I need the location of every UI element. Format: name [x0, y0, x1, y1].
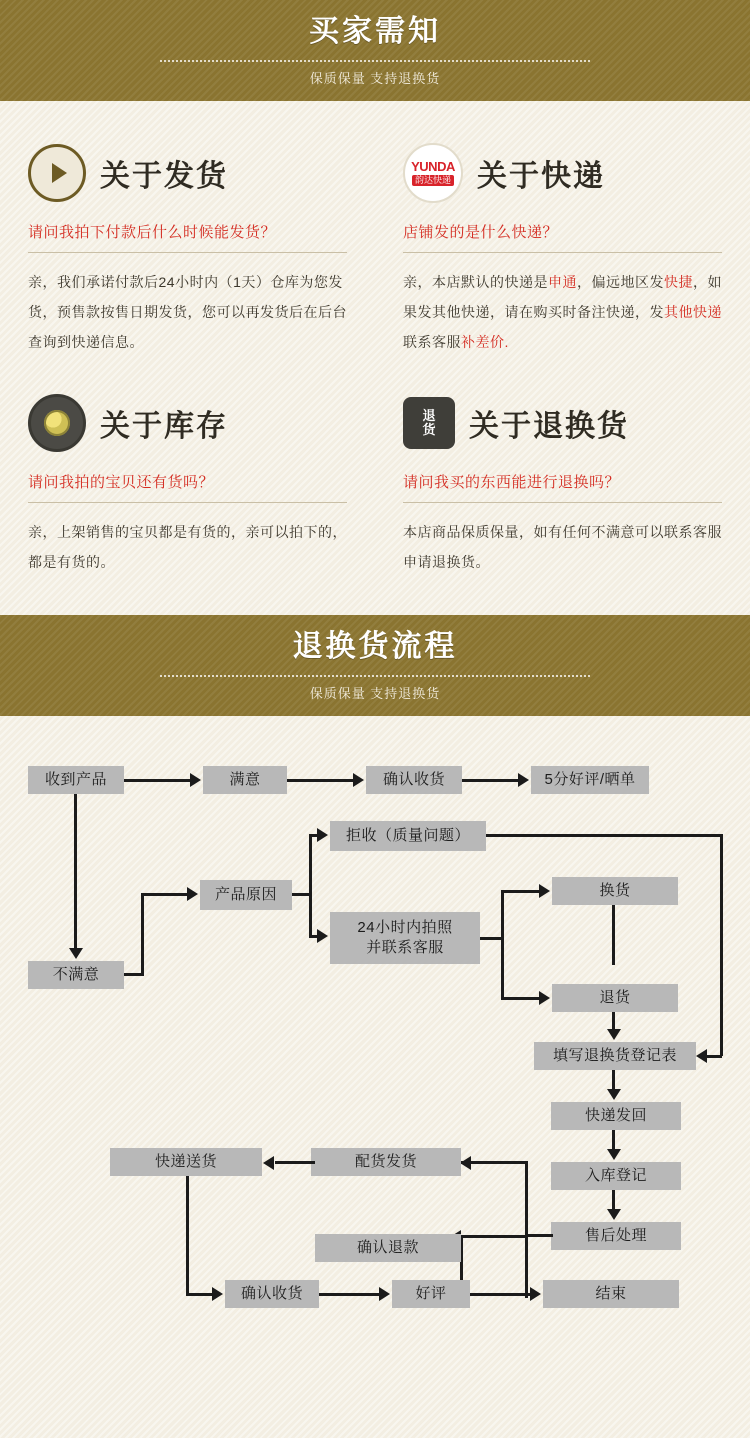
- faq-answer: [403, 267, 722, 357]
- flow-line: [720, 834, 723, 1056]
- banner-subtitle: 保质保量 支持退换货: [309, 686, 441, 701]
- flow-node-label-line1: 24小时内拍照: [357, 919, 453, 936]
- banner-divider: [160, 675, 590, 677]
- flow-node: 确认收货: [366, 766, 462, 794]
- flow-arrow-icon: [69, 948, 83, 959]
- flow-line: [319, 1293, 381, 1296]
- flow-node: 入库登记: [551, 1162, 681, 1190]
- flow-node: 满意: [203, 766, 287, 794]
- flow-line: [525, 1236, 528, 1298]
- return-goods-icon: 退 货: [403, 397, 455, 449]
- banner-title: 退换货流程: [292, 630, 458, 663]
- flow-line: [501, 890, 541, 893]
- faq-answer-highlight: 补差价.: [461, 334, 509, 350]
- banner-divider: [160, 60, 590, 62]
- faq-header: [403, 391, 722, 455]
- flow-line: [525, 1234, 553, 1237]
- banner-subtitle: 保质保量 支持退换货: [309, 71, 441, 86]
- flow-arrow-icon: [353, 773, 364, 787]
- flow-arrow-icon: [187, 887, 198, 901]
- faq-item-shipping: [0, 127, 375, 377]
- flow-arrow-icon: [190, 773, 201, 787]
- arrow-circle-icon: [28, 144, 86, 202]
- faq-answer-text: 亲，我们承诺付款后24小时内（1天）仓库为您发货，预售款按售日期发货，您可以再发货后在后台查询到快递信息。: [28, 274, 347, 350]
- faq-answer: [28, 267, 347, 357]
- flow-arrow-icon: [460, 1156, 471, 1170]
- flow-node: 配货发货: [311, 1148, 461, 1176]
- flow-arrow-icon: [607, 1209, 621, 1220]
- faq-answer-text: 联系客服: [403, 334, 461, 350]
- stock-icon: [28, 394, 86, 452]
- flow-arrow-icon: [607, 1089, 621, 1100]
- flow-line: [309, 834, 312, 896]
- faq-answer-text: ，如果发其他快递，请在购买时备注快递，发: [403, 274, 722, 320]
- flow-line: [501, 890, 504, 1000]
- faq-grid: [0, 127, 750, 597]
- faq-title: 关于退换货: [469, 410, 629, 443]
- faq-header: [403, 141, 722, 205]
- flow-arrow-icon: [607, 1149, 621, 1160]
- faq-answer-text: 亲，本店默认的快递是: [403, 274, 548, 290]
- flow-line: [462, 779, 520, 782]
- faq-item-returns: [375, 377, 750, 597]
- return-process-flowchart: [0, 716, 750, 1356]
- flow-node: 换货: [552, 877, 678, 905]
- flow-node: 退货: [552, 984, 678, 1012]
- flow-line: [460, 1235, 528, 1238]
- flow-node: 填写退换货登记表: [534, 1042, 696, 1070]
- flow-line: [186, 1293, 214, 1296]
- flow-line: [141, 893, 189, 896]
- flow-node: 不满意: [28, 961, 124, 989]
- faq-answer-highlight: 其他快递: [664, 304, 722, 320]
- flow-arrow-icon: [607, 1029, 621, 1040]
- faq-header: [28, 391, 347, 455]
- faq-question: 请问我拍的宝贝还有货吗？: [28, 471, 347, 503]
- faq-title: 关于发货: [100, 160, 228, 193]
- flow-arrow-icon: [539, 884, 550, 898]
- flow-node: [330, 912, 480, 964]
- flow-arrow-icon: [317, 929, 328, 943]
- faq-answer: [403, 517, 722, 577]
- flow-arrow-icon: [539, 991, 550, 1005]
- faq-item-express: [375, 127, 750, 377]
- faq-question: 请问我拍下付款后什么时候能发货？: [28, 221, 347, 253]
- flow-arrow-icon: [530, 1287, 541, 1301]
- banner-return-process: [0, 615, 750, 716]
- flow-node: 产品原因: [200, 880, 292, 910]
- faq-answer: [28, 517, 347, 577]
- banner-title: 买家需知: [309, 15, 441, 48]
- faq-answer-text: 本店商品保质保量，如有任何不满意可以联系客服申请退换货。: [403, 524, 722, 570]
- flow-line: [141, 893, 144, 976]
- faq-answer-text: ，偏远地区发: [577, 274, 664, 290]
- banner-buyer-notice: [0, 0, 750, 101]
- flow-arrow-icon: [518, 773, 529, 787]
- flow-node: 拒收（质量问题）: [330, 821, 486, 851]
- flow-line: [470, 1293, 532, 1296]
- faq-question: 店铺发的是什么快递？: [403, 221, 722, 253]
- faq-title: 关于库存: [100, 410, 228, 443]
- flow-arrow-icon: [263, 1156, 274, 1170]
- flow-line: [74, 794, 77, 950]
- flow-node: 确认退款: [315, 1234, 461, 1262]
- flow-line: [287, 779, 355, 782]
- flow-node: 收到产品: [28, 766, 124, 794]
- flow-line: [186, 1176, 189, 1296]
- flow-node-label-line2: 并联系客服: [366, 939, 444, 956]
- flow-node: 5分好评/晒单: [531, 766, 649, 794]
- faq-item-stock: [0, 377, 375, 597]
- flow-line: [486, 834, 723, 837]
- faq-header: [28, 141, 347, 205]
- flow-arrow-icon: [212, 1287, 223, 1301]
- flow-line: [309, 896, 312, 938]
- flow-arrow-icon: [317, 828, 328, 842]
- flow-node: 好评: [392, 1280, 470, 1308]
- faq-section: [0, 101, 750, 615]
- faq-answer-text: 亲，上架销售的宝贝都是有货的，亲可以拍下的，都是有货的。: [28, 524, 347, 570]
- yunda-express-icon: YUNDA 韵达快递: [403, 143, 463, 203]
- faq-answer-highlight: 申通: [548, 274, 577, 290]
- flow-node: 确认收货: [225, 1280, 319, 1308]
- flow-line: [612, 905, 615, 965]
- faq-answer-highlight: 快捷: [664, 274, 693, 290]
- flow-node: 售后处理: [551, 1222, 681, 1250]
- faq-question: 请问我买的东西能进行退换吗？: [403, 471, 722, 503]
- flow-node: 结束: [543, 1280, 679, 1308]
- flow-line: [124, 779, 192, 782]
- flow-line: [700, 1055, 722, 1058]
- flow-arrow-icon: [379, 1287, 390, 1301]
- flow-node: 快递送货: [110, 1148, 262, 1176]
- flow-line: [275, 1161, 315, 1164]
- flow-node: 快递发回: [551, 1102, 681, 1130]
- flow-line: [525, 1161, 528, 1236]
- flow-line: [501, 997, 541, 1000]
- faq-title: 关于快递: [477, 160, 605, 193]
